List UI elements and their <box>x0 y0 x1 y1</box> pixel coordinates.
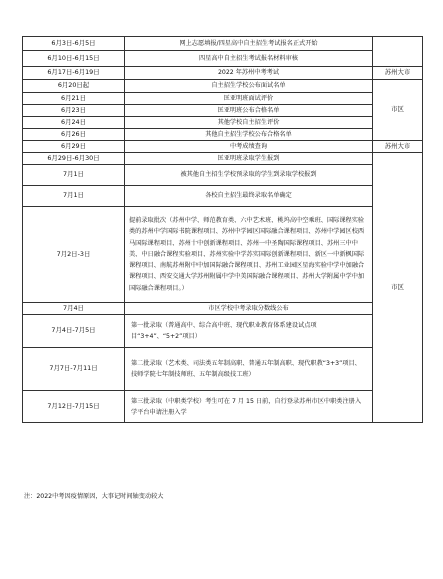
event-cell: 第二批录取（艺术类、司法类五年制高职、普通五年制高职、现代职教“3+3”项目、技师学院七年制技师班、五年制高级技工班） <box>125 348 373 391</box>
footnote: 注：2022中考因疫情原因，大事记时间轴变动较大 <box>24 493 164 500</box>
table-row <box>23 207 423 303</box>
region-cell-empty <box>373 37 423 67</box>
date-cell: 6月3日-6月5日 <box>23 37 125 51</box>
table-row <box>23 303 423 315</box>
table-row <box>23 153 423 165</box>
event-cell: 网上志愿填报/四星高中自主招生考试报名正式开始 <box>125 37 373 51</box>
date-cell: 7月1日 <box>23 186 125 207</box>
table-row <box>23 117 423 129</box>
date-cell: 6月26日 <box>23 129 125 141</box>
table-row <box>23 80 423 93</box>
date-cell: 6月10日-6月15日 <box>23 51 125 67</box>
date-cell: 6月17日-6月19日 <box>23 67 125 80</box>
table-row <box>23 67 423 80</box>
event-cell: 匡亚明班面试评价 <box>125 93 373 105</box>
event-cell: 第一批录取（普通高中、综合高中班、现代职业教育体系建设试点项目“3+4”、“5+2”项目） <box>125 315 373 348</box>
date-cell: 7月7日-7月11日 <box>23 348 125 391</box>
table-row <box>23 165 423 186</box>
event-cell: 中考成绩查询 <box>125 141 373 153</box>
date-cell: 6月24日 <box>23 117 125 129</box>
table-row <box>23 37 423 51</box>
region-cell: 市区 <box>373 153 423 423</box>
event-cell: 自主招生学校公布面试名单 <box>125 80 373 93</box>
date-cell: 7月12日-7月15日 <box>23 391 125 423</box>
table-row <box>23 186 423 207</box>
event-cell: 匡亚明班公布合格名单 <box>125 105 373 117</box>
event-cell: 被其他自主招生学校预录取的学生到录取学校报到 <box>125 165 373 186</box>
event-cell: 匡亚明班录取学生报到 <box>125 153 373 165</box>
table-row <box>23 141 423 153</box>
date-cell: 7月1日 <box>23 165 125 186</box>
event-cell: 其他学校自主招生评价 <box>125 117 373 129</box>
table-row <box>23 129 423 141</box>
event-cell: 第三批录取（中职类学校）考生可在 7 月 15 日前，自行登录苏州市区中职类注册入学平台申请注册入学 <box>125 391 373 423</box>
date-cell: 6月29日 <box>23 141 125 153</box>
date-cell: 6月21日 <box>23 93 125 105</box>
schedule-table <box>22 36 423 423</box>
date-cell: 7月4日-7月5日 <box>23 315 125 348</box>
table-row <box>23 105 423 117</box>
date-cell: 6月23日 <box>23 105 125 117</box>
table-row <box>23 348 423 391</box>
table-row <box>23 315 423 348</box>
date-cell: 6月29日-6月30日 <box>23 153 125 165</box>
region-cell: 市区 <box>373 80 423 141</box>
date-cell: 6月20日起 <box>23 80 125 93</box>
event-cell: 市区学校中考录取分数线公布 <box>125 303 373 315</box>
region-cell: 苏州大市 <box>373 67 423 80</box>
event-cell: 2022 年苏州中考考试 <box>125 67 373 80</box>
event-cell: 其他自主招生学校公布合格名单 <box>125 129 373 141</box>
table-row <box>23 391 423 423</box>
event-cell: 各校自主招生最终录取名单确定 <box>125 186 373 207</box>
date-cell: 7月4日 <box>23 303 125 315</box>
region-cell: 苏州大市 <box>373 141 423 153</box>
event-cell: 提前录取批次（苏州中学、师范教育类、六中艺术班、桃坞高中空乘班、国际课程实验类的苏州中学国际书院课程项目、苏州中学园区国际融合课程项目、苏州中学园区校西马国际课程项目、苏州十中创新课程项目、苏州一中圣陶国际课程项目、苏州三中中美、中日融合课程实验项目、苏州实验中学苏实国际创新课程项目、新区一中新枫国际课程项目、南航苏州附中中加国际融合课程项目、苏州工业园区星海实验中学中加融合课程项目、西安交通大学苏州附属中学中美国际融合课程项目、苏州大学附属中学中加国际融合课程项目。） <box>125 207 373 303</box>
event-cell: 四星高中自主招生考试报名材料审核 <box>125 51 373 67</box>
table-row <box>23 93 423 105</box>
date-cell: 7月2日-3日 <box>23 207 125 303</box>
table-row <box>23 51 423 67</box>
